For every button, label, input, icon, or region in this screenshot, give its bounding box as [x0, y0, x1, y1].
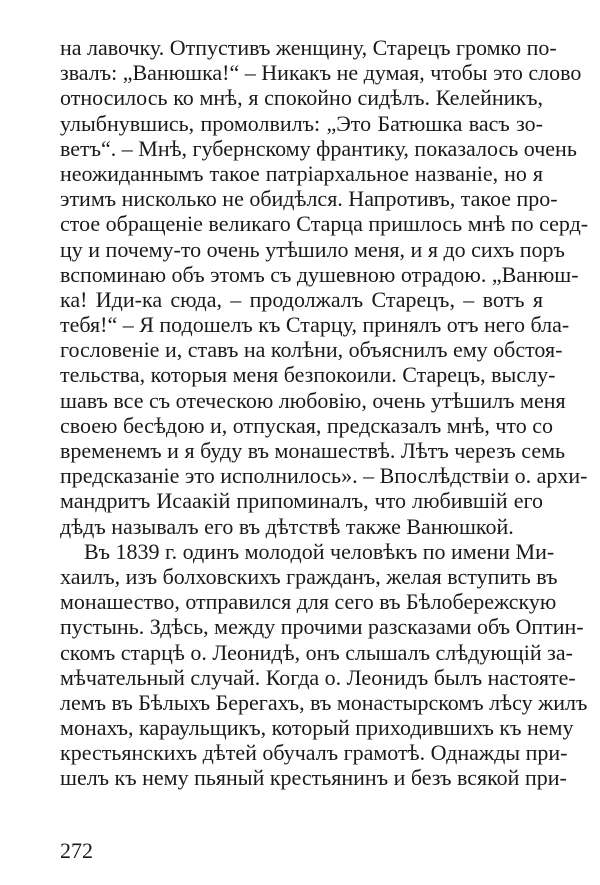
text-line: гословеніе и, ставъ на колѣни, объяснилъ ему обстоя-: [60, 337, 563, 363]
text-line: мѣчательный случай. Когда о. Леонидъ былъ настояте-: [60, 664, 576, 690]
text-line: ветъ“. – Мнѣ, губернскому франтику, показалось очень: [60, 135, 577, 161]
text-line: шавъ все съ отеческою любовію, очень утѣшилъ меня: [60, 387, 566, 413]
text-line: временемъ и я буду въ монашествѣ. Лѣтъ черезъ семь: [60, 438, 566, 463]
text-line: на лавочку. Отпустивъ женщину, Старецъ громко по-: [60, 35, 557, 60]
text-line: хаилъ, изъ болховскихъ гражданъ, желая вступить въ: [60, 563, 558, 589]
text-line: предсказаніе это исполнилось». – Впослѣдствіи о. архи-: [60, 463, 588, 489]
text-line: монахъ, караульщикъ, который приходившихъ къ нему: [60, 715, 574, 741]
text-line: шелъ къ нему пьяный крестьянинъ и безъ всякой при-: [60, 765, 567, 791]
text-line: звалъ: „Ванюшка!“ – Никакъ не думая, чтобы это слово: [60, 60, 582, 86]
text-line: неожиданнымъ такое патріархальное названіе, но я: [60, 160, 543, 186]
text-line: пустынь. Здѣсь, между прочими разсказами объ Оптин-: [60, 614, 584, 640]
text-line: относилось ко мнѣ, я спокойно сидѣлъ. Келейникъ,: [60, 85, 543, 111]
text-line: скомъ старцѣ о. Леонидѣ, онъ слышалъ слѣдующій за-: [60, 639, 573, 665]
text-line: тельства, которыя меня безпокоили. Старецъ, выслу-: [60, 362, 556, 388]
text-line: улыбнувшись, промолвилъ: „Это Батюшка васъ зо-: [60, 110, 543, 136]
text-line: Въ 1839 г. одинъ молодой человѣкъ по имени Ми-: [84, 538, 555, 564]
text-line: цу и почему-то очень утѣшило меня, и я до сихъ поръ: [60, 236, 565, 262]
text-line: ка! Иди-ка сюда, – продолжалъ Старецъ, – вотъ я: [60, 286, 543, 312]
text-line: своею бесѣдою и, отпуская, предсказалъ мнѣ, что со: [60, 412, 554, 438]
page-number: 272: [60, 838, 93, 863]
text-line: лемъ въ Бѣлыхъ Берегахъ, въ монастырскомъ лѣсу жилъ: [60, 689, 588, 715]
text-line: тебя!“ – Я подошелъ къ Старцу, принялъ отъ него бла-: [60, 312, 570, 338]
page-body-text: [60, 35, 589, 791]
text-line: стое обращеніе великаго Старца пришлось мнѣ по серд-: [60, 211, 589, 237]
text-line: крестьянскихъ дѣтей обучалъ грамотѣ. Однажды при-: [60, 740, 568, 766]
text-line: этимъ нисколько не обидѣлся. Напротивъ, такое про-: [60, 186, 558, 212]
text-line: монашество, отправился для сего въ Бѣлобережскую: [60, 589, 557, 615]
text-line: вспоминаю объ этомъ съ душевною отрадою. „Ванюш-: [60, 261, 579, 287]
text-line: мандритъ Исаакій припоминалъ, что любившій его: [60, 488, 543, 514]
text-line: дѣдъ называлъ его въ дѣтствѣ также Ванюшкой.: [60, 513, 514, 539]
